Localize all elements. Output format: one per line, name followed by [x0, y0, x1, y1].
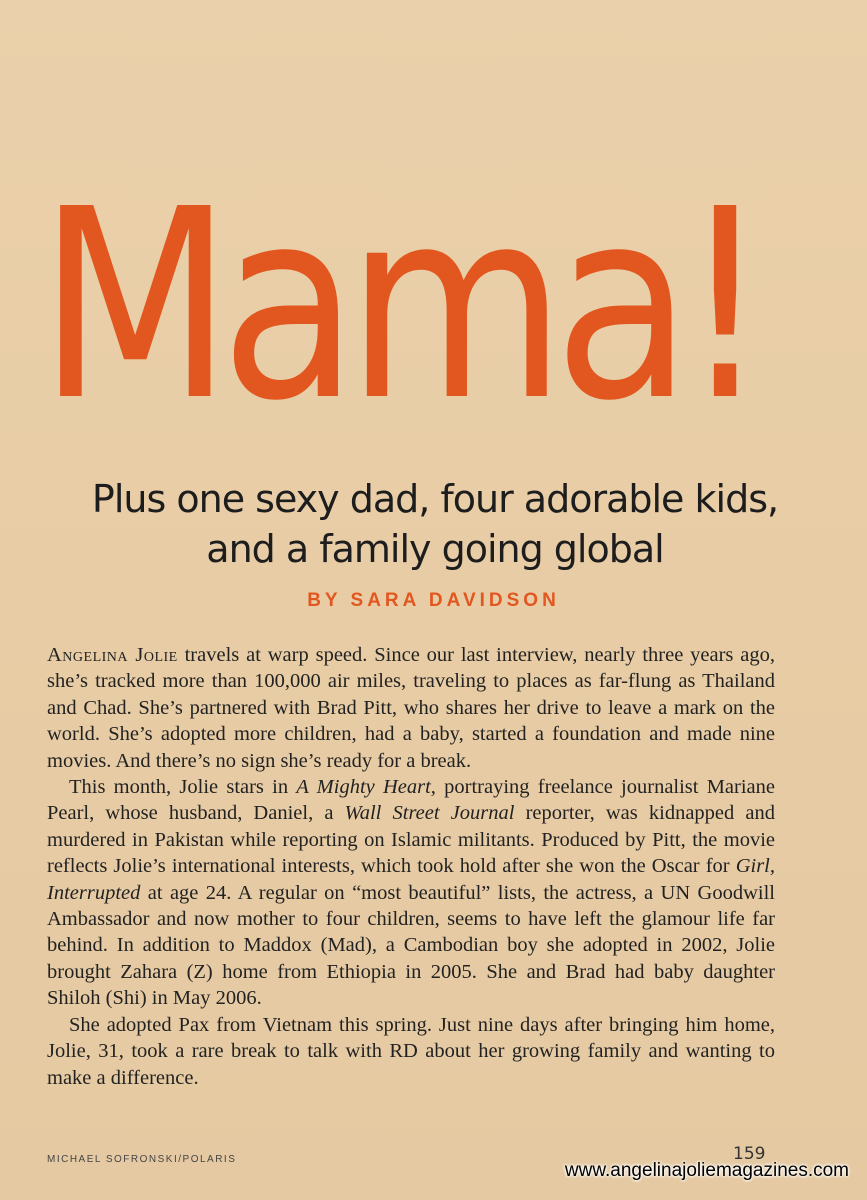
paragraph-2-text-b: portraying freelance journalist Mariane Pearl, whose husband, Daniel, a	[47, 776, 775, 825]
paragraph-2-text-c: reporter, was kidnapped and murdered in Pakistan while reporting on Islamic militants. Produced by Pitt, the movie reflects Jolie’s international interests, which took hold after she won the Oscar for	[47, 802, 775, 878]
byline: BY SARA DAVIDSON	[307, 590, 560, 611]
paragraph-2-text-d: at age 24. A regular on “most beautiful” lists, the actress, a UN Goodwill Ambassador and now mother to four children, seems to have left the glamour life far behind. In addition to Maddox (Mad), a Cambodian boy she adopted in 2002, Jolie brought Zahara (Z) home from Ethiopia in 2005. She and Brad had baby daughter Shiloh (Shi) in May 2006.	[47, 881, 775, 1010]
lead-name: Angelina Jolie	[47, 644, 178, 666]
film-title: A Mighty Heart,	[296, 776, 436, 799]
paragraph-1-text: travels at warp speed. Since our last interview, nearly three years ago, she’s tracked more than 100,000 air miles, traveling to places as far-flung as Thailand and Chad. She’s partnered with Brad Pitt, who shares her drive to leave a mark on the world. She’s adopted more children, had a baby, started a foundation and made nine movies. And there’s no sign she’s ready for a break.	[47, 644, 775, 772]
paragraph-1	[47, 642, 775, 774]
subhead-line-2: and a family going global	[206, 527, 664, 571]
subhead	[40, 474, 830, 574]
paragraph-2	[47, 774, 775, 1012]
watermark-url[interactable]: www.angelinajoliemagazines.com	[564, 1160, 849, 1181]
film-title-2: Girl, Interrupted	[47, 855, 775, 904]
photo-credit: MICHAEL SOFRONSKI/POLARIS	[47, 1154, 237, 1165]
article-body	[47, 642, 775, 1091]
paragraph-3: She adopted Pax from Vietnam this spring. Just nine days after bringing him home, Jolie, 31, took a rare break to talk with RD about her growing family and wanting to make a difference.	[47, 1013, 775, 1089]
page-number: 159	[733, 1144, 766, 1164]
headline: Mama!	[38, 153, 759, 458]
subhead-line-1: Plus one sexy dad, four adorable kids,	[91, 477, 779, 521]
newspaper-title: Wall Street Journal	[344, 802, 515, 825]
paragraph-2-text-a: This month, Jolie stars in	[69, 776, 297, 799]
